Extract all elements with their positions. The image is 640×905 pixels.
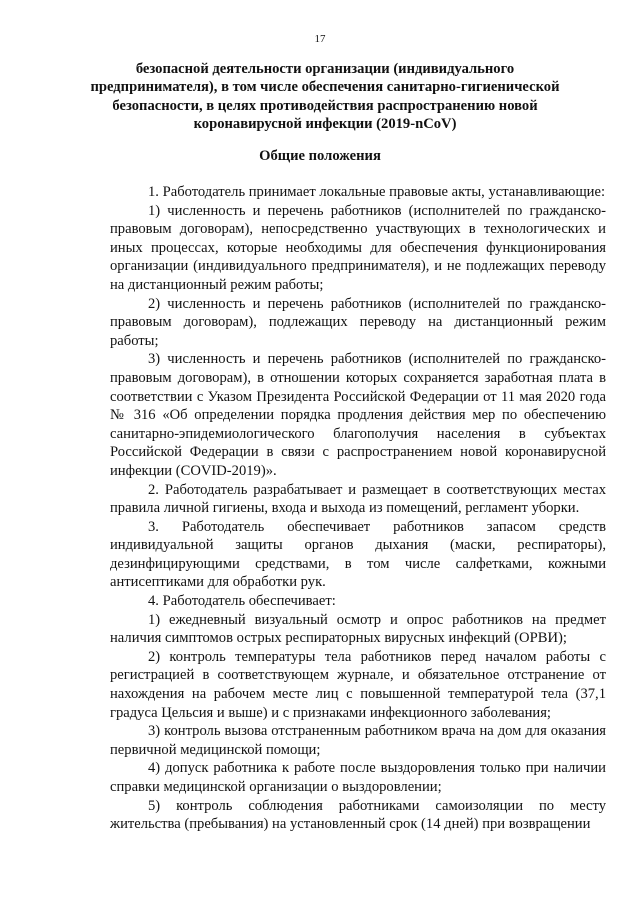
paragraph-2: 2. Работодатель разрабатывает и размещает в соответствующих местах правила личной гигиены, входа и выхода из помещений, регламент уборки. xyxy=(110,481,606,517)
paragraph-4-item-3: 3) контроль вызова отстраненным работником врача на дом для оказания первичной медицинской помощи; xyxy=(110,723,606,758)
paragraph-1-item-3: 3) численность и перечень работников (исполнителей по гражданско-правовым договорам), в отношении которых сохраняется заработная плата в соответствии с Указом Президента Российской Федерации от 11 мая 2020 года № 316 «Об определении порядка продления действия мер по обеспечению санитарно-эпидемиологического благополучия населения в субъектах Российской Федерации в связи с распространением новой коронавирусной инфекции (COVID-2019)». xyxy=(110,351,606,479)
document-title: безопасной деятельности организации (индивидуального предпринимателя), в том числе обеспечения санитарно-гигиенической безопасности, в целях противодействия распространению новой коронавирусной инфекции (2019-nCoV) xyxy=(90,61,560,133)
paragraph-4-item-2: 2) контроль температуры тела работников перед началом работы с регистрацией в соответствующем журнале, и обязательное отстранение от нахождения на рабочем месте лиц с повышенной температурой тела (37,1 градуса Цельсия и выше) и с признаками инфекционного заболевания; xyxy=(110,648,606,721)
document-body xyxy=(110,183,606,834)
paragraph-4-item-4: 4) допуск работника к работе после выздоровления только при наличии справки медицинской организации о выздоровлении; xyxy=(110,760,606,795)
page-number: 17 xyxy=(314,33,326,45)
paragraph-4-item-5: 5) контроль соблюдения работниками самоизоляции по месту жительства (пребывания) на установленный срок (14 дней) при возвращении xyxy=(110,797,606,833)
paragraph-1-item-1: 1) численность и перечень работников (исполнителей по гражданско-правовым договорам), непосредственно участвующих в технологических и иных процессах, которые необходимы для обеспечения функционирования организации (индивидуального предпринимателя), и не подлежащих переводу на дистанционный режим работы; xyxy=(110,202,606,293)
paragraph-1-item-2: 2) численность и перечень работников (исполнителей по гражданско-правовым договорам), подлежащих переводу на дистанционный режим работы; xyxy=(110,295,606,349)
paragraph-3: 3. Работодатель обеспечивает работников запасом средств индивидуальной защиты органов дыхания (маски, респираторы), дезинфицирующими средствами, в том числе салфетками, кожными антисептиками для обработки рук. xyxy=(110,518,606,591)
paragraph-4: 4. Работодатель обеспечивает: xyxy=(148,593,336,610)
section-heading: Общие положения xyxy=(259,148,381,164)
paragraph-1: 1. Работодатель принимает локальные правовые акты, устанавливающие: xyxy=(148,184,606,200)
paragraph-4-item-1: 1) ежедневный визуальный осмотр и опрос работников на предмет наличия симптомов острых респираторных вирусных инфекций (ОРВИ); xyxy=(110,611,606,647)
